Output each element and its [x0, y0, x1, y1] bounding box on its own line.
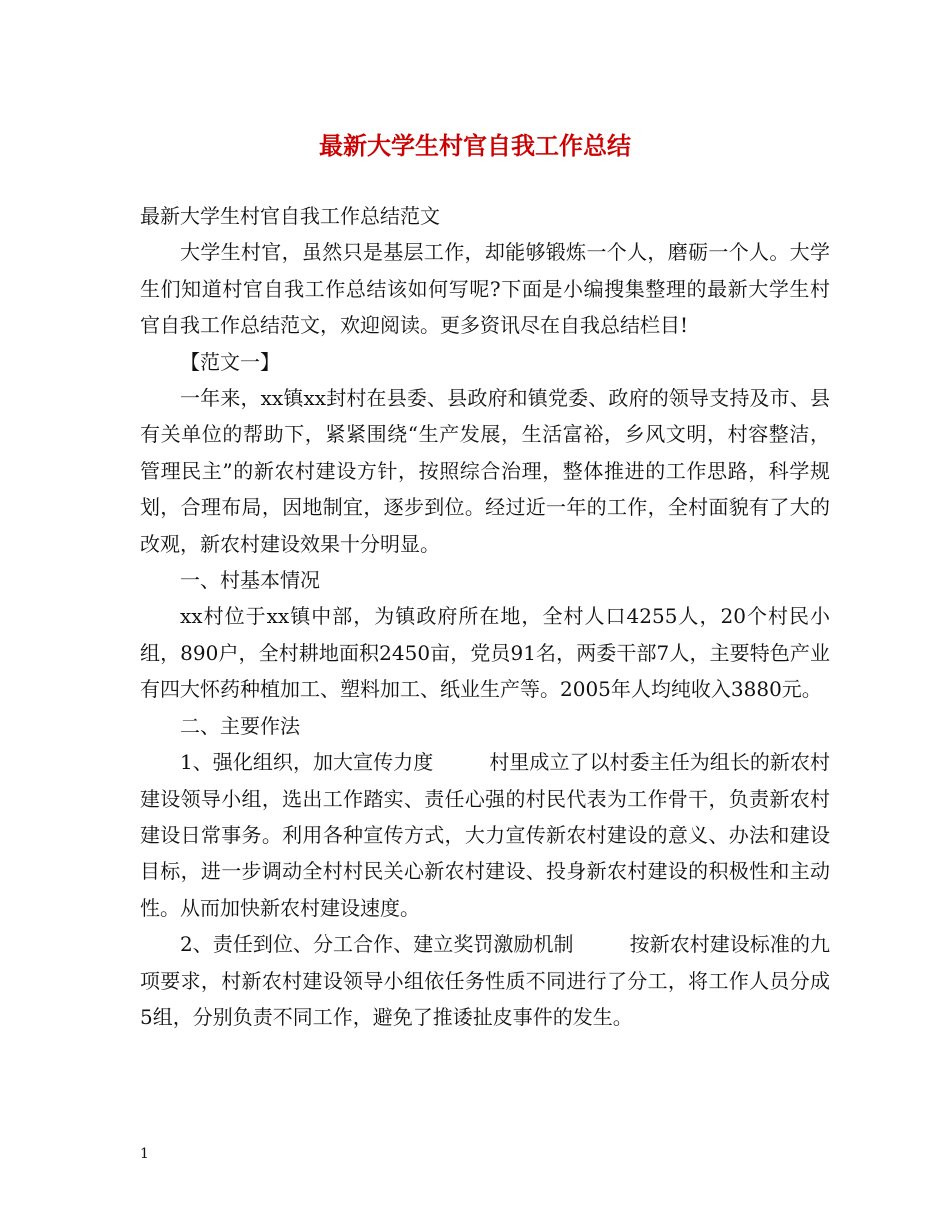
document-title: 最新大学生村官自我工作总结 — [319, 131, 631, 160]
document-body — [140, 198, 830, 1035]
item-body: 村里成立了以村委主任为组长的新农村建设领导小组，选出工作踏实、责任心强的村民代表为工作骨干，负责新农村建设日常事务。利用各种宣传方式，大力宣传新农村建设的意义、办法和建设目标，进一步调动全村村民关心新农村建设、投身新农村建设的积极性和主动性。从而加快新农村建设速度。 — [140, 750, 830, 920]
item-heading: 2、责任到位、分工合作、建立奖罚激励机制 — [180, 932, 574, 957]
page-number: 1 — [140, 1146, 149, 1162]
list-item — [140, 744, 830, 926]
section-heading-methods: 二、主要作法 — [180, 713, 300, 738]
paragraph-basic-info: xx村位于xx镇中部，为镇政府所在地，全村人口4255人，20个村民小组，890户，全村耕地面积2450亩，党员91名，两委干部7人，主要特色产业有四大怀药种植加工、塑料加工、纸业生产等。2005年人均纯收入3880元。 — [140, 604, 830, 702]
intro-paragraph: 大学生村官，虽然只是基层工作，却能够锻炼一个人，磨砺一个人。大学生们知道村官自我工作总结该如何写呢?下面是小编搜集整理的最新大学生村官自我工作总结范文，欢迎阅读。更多资讯尽在自我总结栏目! — [140, 240, 830, 338]
document-subtitle: 最新大学生村官自我工作总结范文 — [140, 204, 440, 228]
item-heading: 1、强化组织，加大宣传力度 — [180, 750, 434, 775]
item-body: 按新农村建设标准的九项要求，村新农村建设领导小组依任务性质不同进行了分工，将工作人员分成5组，分别负责不同工作，避免了推诿扯皮事件的发生。 — [140, 932, 831, 1029]
section-heading-basic-info: 一、村基本情况 — [180, 568, 320, 593]
list-item — [140, 926, 830, 1035]
paragraph-overview: 一年来，xx镇xx封村在县委、县政府和镇党委、政府的领导支持及市、县有关单位的帮助下，紧紧围绕“生产发展，生活富裕，乡风文明，村容整洁，管理民主”的新农村建设方针，按照综合治理，整体推进的工作思路，科学规划，合理布局，因地制宜，逐步到位。经过近一年的工作，全村面貌有了大的改观，新农村建设效果十分明显。 — [140, 386, 830, 556]
sample-label: 【范文一】 — [180, 349, 280, 374]
